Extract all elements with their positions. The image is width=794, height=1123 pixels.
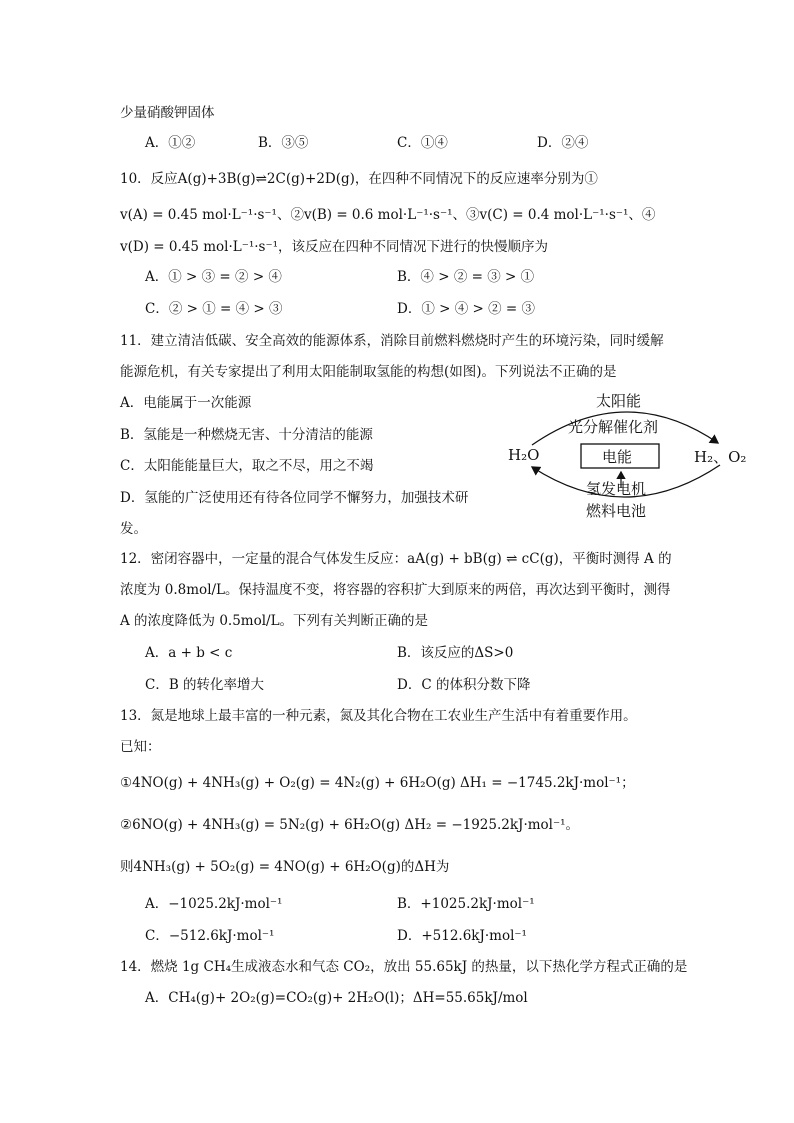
q9-option-c: C．①④ [397,135,448,151]
q10-option-b: B．④ > ② = ③ > ① [397,269,535,285]
q13-option-a: A．−1025.2kJ·mol⁻¹ [145,896,283,912]
q11-option-c: C．太阳能能量巨大，取之不尽，用之不竭 [120,458,374,474]
diagram-label-water: H₂O [508,446,540,464]
q11-option-d-cont: 发。 [120,521,147,537]
q12-option-c: C．B 的转化率增大 [145,677,265,693]
q13-stem-line3: 则4NH₃(g) + 5O₂(g) = 4NO(g) + 6H₂O(g)的ΔH为 [120,859,450,875]
q11-option-b: B．氢能是一种燃烧无害、十分清洁的能源 [120,427,373,443]
q12-stem-line3: A 的浓度降低为 0.5mol/L。下列有关判断正确的是 [120,613,429,629]
q13-stem-line1: 13．氮是地球上最丰富的一种元素，氮及其化合物在工农业生产生活中有着重要作用。 [120,708,637,724]
q10-stem-line1: 10．反应A(g)+3B(g)⇌2C(g)+2D(g)，在四种不同情况下的反应速率分别为① [120,171,598,187]
q9-option-a: A．①② [145,135,196,151]
q14-stem-line1: 14．燃烧 1g CH₄生成液态水和气态 CO₂，放出 55.65kJ 的热量，以下热化学方程式正确的是 [120,959,688,975]
diagram-label-electric: 电能 [602,448,633,466]
q11-stem-line2: 能源危机，有关专家提出了利用太阳能制取氢能的构想(如图)。下列说法不正确的是 [120,364,617,380]
q13-stem-line2: 已知： [120,739,161,755]
q12-option-a: A．a + b < c [145,645,233,661]
diagram-label-gases: H₂、O₂ [694,448,747,466]
q10-option-c: C．② > ① = ④ > ③ [145,301,283,317]
q9-option-b: B．③⑤ [258,135,309,151]
q12-option-d: D．C 的体积分数下降 [397,677,531,693]
diagram-label-solar: 太阳能 [596,392,642,410]
continuation-text: 少量硝酸钾固体 [120,105,215,121]
q13-equation-1: ①4NO(g) + 4NH₃(g) + O₂(g) = 4N₂(g) + 6H₂O(g) ΔH₁ = −1745.2kJ·mol⁻¹； [120,775,635,791]
q13-option-d: D．+512.6kJ·mol⁻¹ [397,928,527,944]
q13-equation-2: ②6NO(g) + 4NH₃(g) = 5N₂(g) + 6H₂O(g) ΔH₂ = −1925.2kJ·mol⁻¹。 [120,817,580,833]
q10-stem-line2: v(A) = 0.45 mol·L⁻¹·s⁻¹、②v(B) = 0.6 mol·L⁻¹·s⁻¹、③v(C) = 0.4 mol·L⁻¹·s⁻¹、④ [120,207,656,223]
q9-option-d: D．②④ [537,135,589,151]
q11-option-a: A．电能属于一次能源 [120,395,252,411]
q12-stem-line2: 浓度为 0.8mol/L。保持温度不变，将容器的容积扩大到原来的两倍，再次达到平衡时，测得 [120,582,671,598]
q14-option-a: A．CH₄(g)+ 2O₂(g)=CO₂(g)+ 2H₂O(l)；ΔH=55.65kJ/mol [145,990,528,1006]
q12-stem-line1: 12．密闭容器中，一定量的混合气体发生反应：aA(g) + bB(g) ⇌ cC(g)，平衡时测得 A 的 [120,551,672,567]
q10-option-d: D．① > ④ > ② = ③ [397,301,536,317]
q12-option-b: B．该反应的ΔS>0 [397,645,514,661]
q13-option-b: B．+1025.2kJ·mol⁻¹ [397,896,535,912]
q11-stem-line1: 11．建立清洁低碳、安全高效的能源体系，消除目前燃料燃烧时产生的环境污染，同时缓解 [120,333,664,349]
diagram-label-generator: 氢发电机 [586,480,647,498]
q11-option-d: D．氢能的广泛使用还有待各位同学不懈努力，加强技术研 [120,490,469,506]
diagram-label-fuel-cell: 燃料电池 [586,502,647,520]
q13-option-c: C．−512.6kJ·mol⁻¹ [145,928,275,944]
q10-stem-line3: v(D) = 0.45 mol·L⁻¹·s⁻¹，该反应在四种不同情况下进行的快慢顺序为 [120,239,549,255]
energy-cycle-diagram [506,388,746,526]
q10-option-a: A．① > ③ = ② > ④ [145,269,282,285]
diagram-label-catalyst: 光分解催化剂 [568,418,659,436]
